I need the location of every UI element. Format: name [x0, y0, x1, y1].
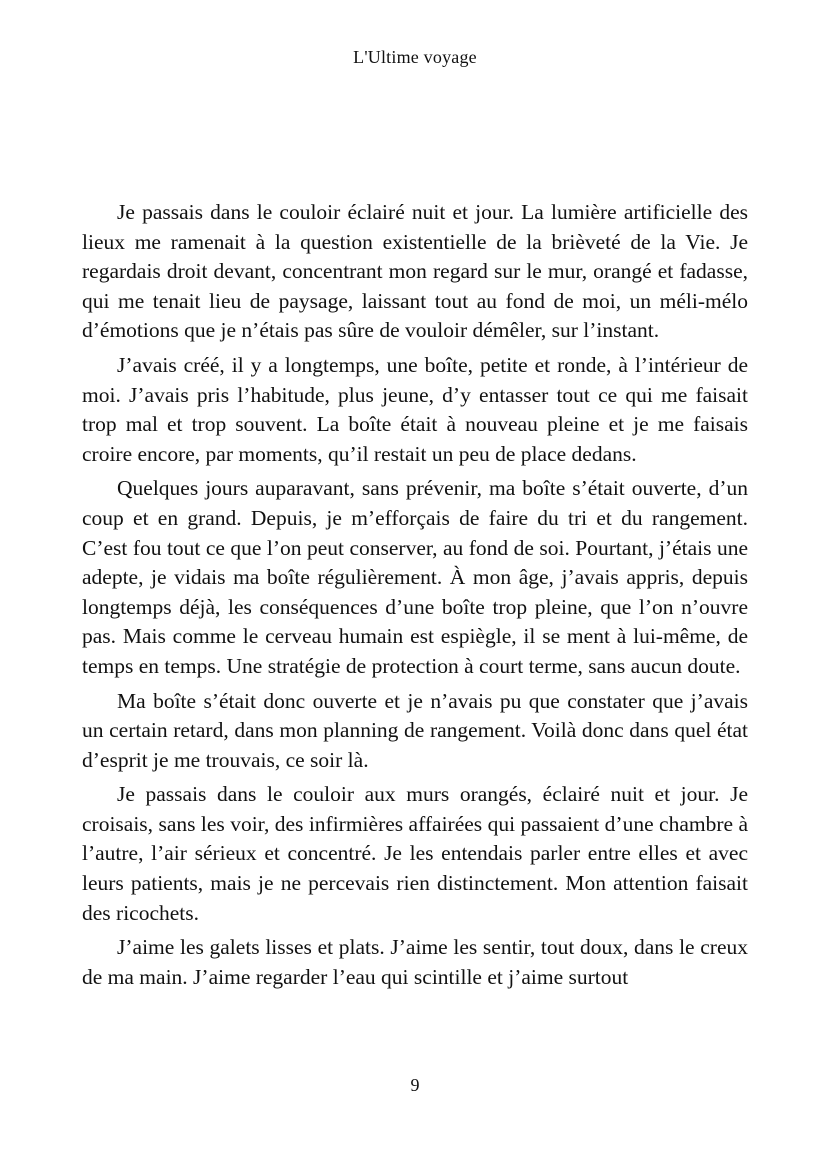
paragraph: J’aime les galets lisses et plats. J’aime les sentir, tout doux, dans le creux de ma main. J’aime regarder l’eau qui scintille et j’aime surtout — [82, 935, 748, 989]
paragraph: Quelques jours auparavant, sans prévenir, ma boîte s’était ouverte, d’un coup et en grand. Depuis, je m’efforçais de faire du tri et du rangement. C’est fou tout ce que l’on peut conserver, au fond de soi. Pourtant, j’étais une adepte, je vidais ma boîte régulièrement. À mon âge, j’avais appris, depuis longtemps déjà, les conséquences d’une boîte trop pleine, que l’on n’ouvre pas. Mais comme le cerveau humain est espiègle, il se ment à lui-même, de temps en temps. Une stratégie de protection à court terme, sans aucun doute. — [82, 476, 748, 678]
paragraph: Je passais dans le couloir aux murs orangés, éclairé nuit et jour. Je croisais, sans les voir, des infirmières affairées qui passaient d’une chambre à l’autre, l’air sérieux et concentré. Je les entendais parler entre elles et avec leurs patients, mais je ne percevais rien distinctement. Mon attention faisait des ricochets. — [82, 782, 748, 925]
paragraph: Ma boîte s’était donc ouverte et je n’avais pu que constater que j’avais un certain retard, dans mon planning de rangement. Voilà donc dans quel état d’esprit je me trouvais, ce soir là. — [82, 688, 748, 772]
running-header: L'Ultime voyage — [353, 47, 477, 67]
page-number: 9 — [410, 1075, 420, 1095]
paragraph: J’avais créé, il y a longtemps, une boîte, petite et ronde, à l’intérieur de moi. J’avais pris l’habitude, plus jeune, d’y entasser tout ce qui me faisait trop mal et trop souvent. La boîte était à nouveau pleine et je me faisais croire encore, par moments, qu’il restait un peu de place dedans. — [82, 352, 748, 466]
paragraph: Je passais dans le couloir éclairé nuit et jour. La lumière artificielle des lieux me ramenait à la question existentielle de la brièveté de la Vie. Je regardais droit devant, concentrant mon regard sur le mur, orangé et fadasse, qui me tenait lieu de paysage, laissant tout au fond de moi, un méli-mélo d’émotions que je n’étais pas sûre de vouloir démêler, sur l’instant. — [82, 200, 748, 343]
body-text — [82, 198, 748, 992]
